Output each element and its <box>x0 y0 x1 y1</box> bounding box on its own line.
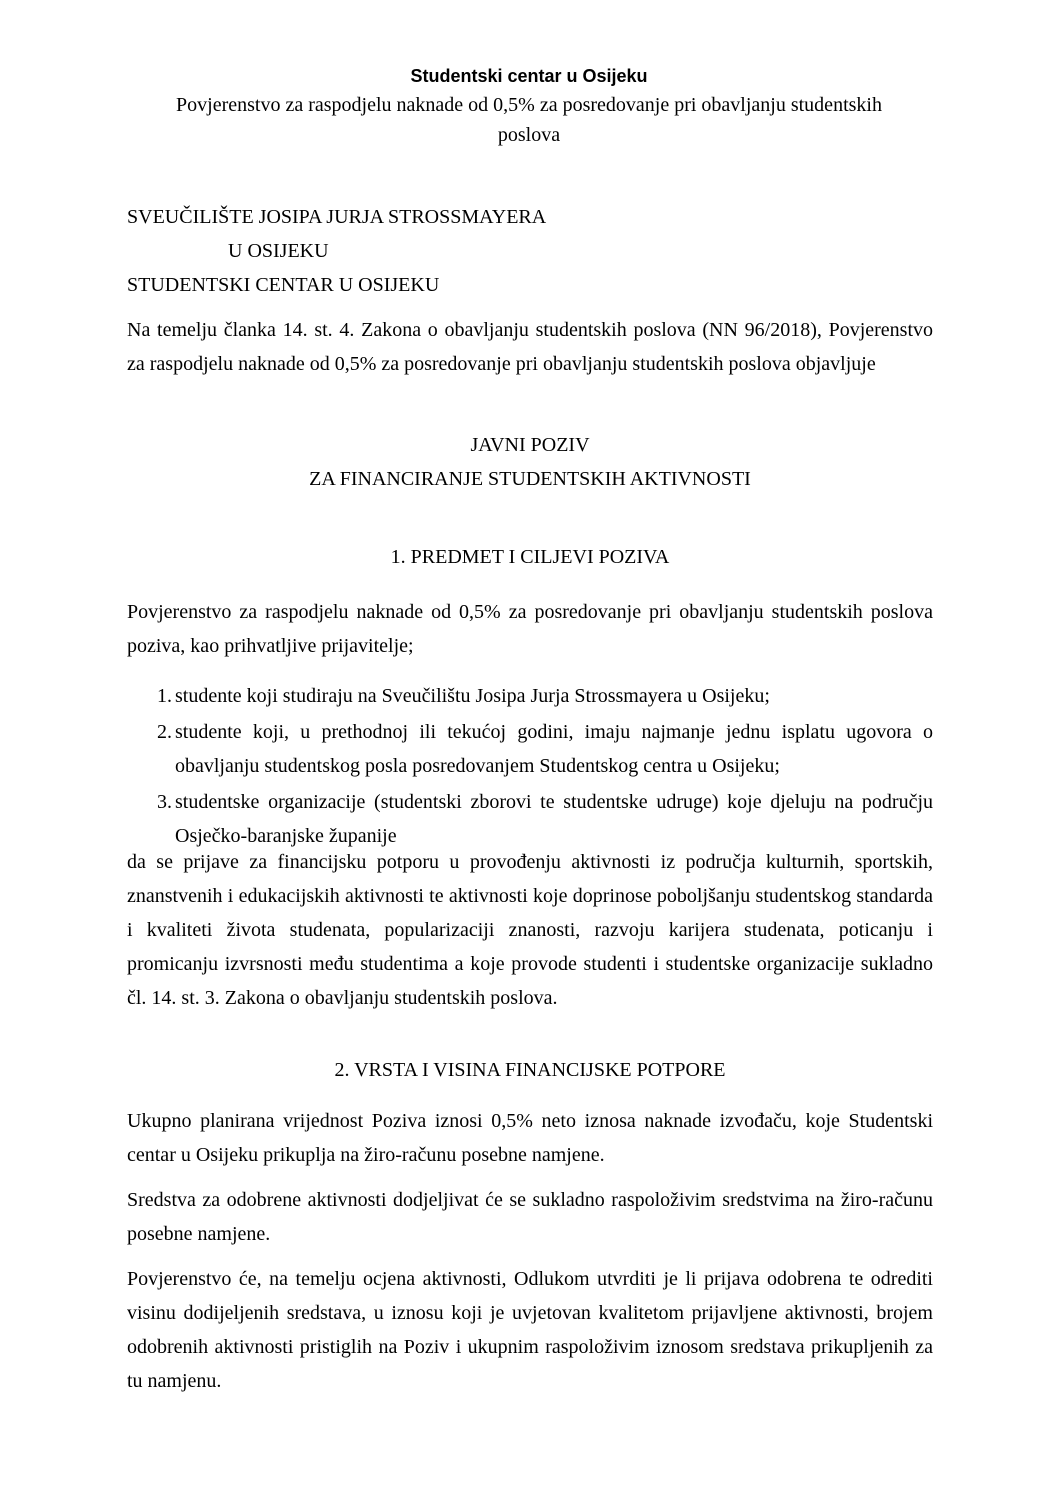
address-line-city: U OSIJEKU <box>228 240 329 262</box>
title-line-1: JAVNI POZIV <box>470 434 590 456</box>
title-line-2: ZA FINANCIRANJE STUDENTSKIH AKTIVNOSTI <box>309 468 751 490</box>
list-item-number: 1. <box>157 685 172 707</box>
list-item-text: studentske organizacije (studentski zborovi te studentske udruge) koje djeluju na području Osječko-baranjske županije <box>175 791 933 847</box>
list-item-number: 3. <box>157 791 172 813</box>
section-2-paragraph-2: Sredstva za odobrene aktivnosti dodjeljivat će se sukladno raspoloživim sredstvima na žiro-računu posebne namjene. <box>127 1189 933 1245</box>
document-title <box>127 428 933 496</box>
section-1-closing: da se prijave za financijsku potporu u provođenju aktivnosti iz područja kulturnih, sportskih, znanstvenih i edukacijskih aktivnosti te aktivnosti koje doprinose poboljšanju studentskog standarda i kvaliteti života studenata, popularizaciji znanosti, razvoju karijera studenata, poticanju i promicanju izvrsnosti među studentima a koje provode studenti i studentske organizacije sukladno čl. 14. st. 3. Zakona o obavljanju studentskih poslova. <box>127 851 933 1009</box>
section-2-paragraph-3: Povjerenstvo će, na temelju ocjena aktivnosti, Odlukom utvrditi je li prijava odobrena te odrediti visinu dodijeljenih sredstava, u iznosu koji je uvjetovan kvalitetom prijavljene aktivnosti, brojem odobrenih aktivnosti pristiglih na Poziv i ukupnim raspoloživim iznosom sredstava prikupljenih za tu namjenu. <box>127 1268 933 1392</box>
section-1-intro: Povjerenstvo za raspodjelu naknade od 0,5% za posredovanje pri obavljanju studentskih poslova poziva, kao prihvatljive prijavitelje; <box>127 601 933 657</box>
list-item <box>127 715 933 783</box>
list-item-number: 2. <box>157 721 172 743</box>
section-2-heading: 2. VRSTA I VISINA FINANCIJSKE POTPORE <box>334 1059 726 1081</box>
list-item-text: studente koji studiraju na Sveučilištu Josipa Jurja Strossmayera u Osijeku; <box>175 685 770 707</box>
list-item <box>127 785 933 853</box>
intro-paragraph: Na temelju članka 14. st. 4. Zakona o obavljanju studentskih poslova (NN 96/2018), Povjerenstvo za raspodjelu naknade od 0,5% za posredovanje pri obavljanju studentskih poslova objavljuje <box>127 319 933 375</box>
address-line-university: SVEUČILIŠTE JOSIPA JURJA STROSSMAYERA <box>127 206 547 228</box>
organization-header: Studentski centar u Osijeku <box>410 66 648 86</box>
section-2-paragraph-1: Ukupno planirana vrijednost Poziva iznosi 0,5% neto iznosa naknade izvođaču, koje Studentski centar u Osijeku prikuplja na žiro-računu posebne namjene. <box>127 1110 933 1166</box>
eligible-applicants-list <box>127 679 933 853</box>
address-block <box>127 200 933 302</box>
section-1-heading: 1. PREDMET I CILJEVI POZIVA <box>390 546 670 568</box>
address-line-center: STUDENTSKI CENTAR U OSIJEKU <box>127 274 440 296</box>
committee-header: Povjerenstvo za raspodjelu naknade od 0,5% za posredovanje pri obavljanju studentskih poslova <box>176 94 882 146</box>
list-item-text: studente koji, u prethodnoj ili tekućoj godini, imaju najmanje jednu isplatu ugovora o obavljanju studentskog posla posredovanjem Studentskog centra u Osijeku; <box>175 721 933 777</box>
list-item <box>127 679 933 713</box>
